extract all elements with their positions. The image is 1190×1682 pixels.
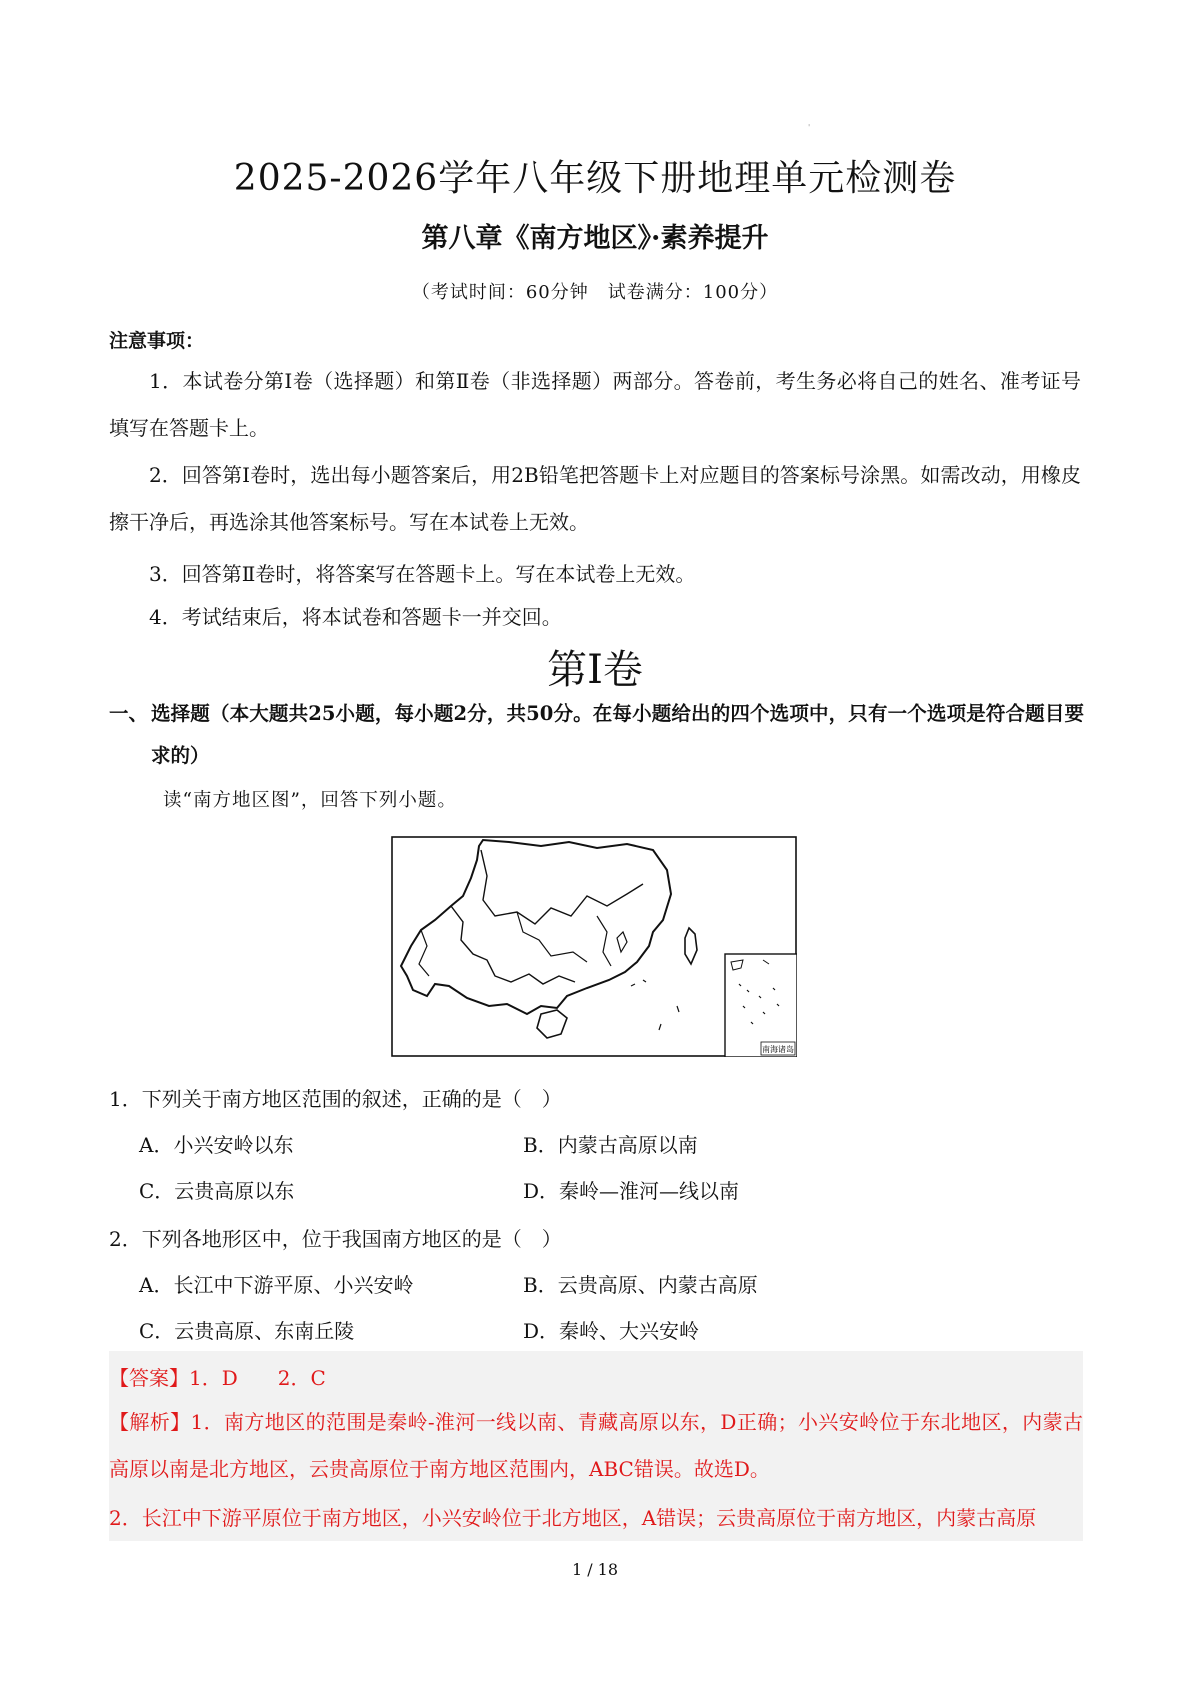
question-2-stem: 2．下列各地形区中，位于我国南方地区的是（ ） <box>109 1227 562 1251</box>
map-prompt: 读“南方地区图”，回答下列小题。 <box>163 790 457 811</box>
question-1-stem: 1．下列关于南方地区范围的叙述，正确的是（ ） <box>109 1087 562 1111</box>
notice-item-3: 3．回答第Ⅱ卷时，将答案写在答题卡上。写在本试卷上无效。 <box>149 562 696 586</box>
analysis-label: 【解析】 <box>109 1410 191 1434</box>
analysis-2: 2．长江中下游平原位于南方地区，小兴安岭位于北方地区，A错误；云贵高原位于南方地区，内蒙古高原 <box>109 1506 1037 1530</box>
question-2-option-a: A．长江中下游平原、小兴安岭 <box>139 1273 414 1297</box>
question-1-option-b: B．内蒙古高原以南 <box>523 1133 698 1157</box>
notice-item-2: 2．回答第Ⅰ卷时，选出每小题答案后，用2B铅笔把答题卡上对应题目的答案标号涂黑。如需改动，用橡皮擦干净后，再选涂其他答案标号。写在本试卷上无效。 <box>109 463 1081 534</box>
notice-item-4: 4．考试结束后，将本试卷和答题卡一并交回。 <box>149 605 562 629</box>
page-subtitle: 第八章《南方地区》·素养提升 <box>421 223 769 254</box>
question-2-option-d: D．秦岭、大兴安岭 <box>523 1319 700 1343</box>
choice-section-text: 选择题（本大题共25小题，每小题2分，共50分。在每小题给出的四个选项中，只有一个选项是符合题目要求的） <box>151 702 1084 767</box>
analysis-1 <box>109 1399 1083 1493</box>
southern-region-map <box>391 836 797 1057</box>
question-1-option-c: C．云贵高原以东 <box>139 1179 295 1203</box>
exam-info: （考试时间：60分钟 试卷满分：100分） <box>411 282 779 303</box>
answer-text: 1．D 2．C <box>189 1366 326 1390</box>
question-1-option-a: A．小兴安岭以东 <box>139 1133 294 1157</box>
question-2-option-c: C．云贵高原、东南丘陵 <box>139 1319 355 1343</box>
page-number: 1 / 18 <box>571 1560 619 1579</box>
choice-section-title <box>109 693 1084 777</box>
inset-label: 南海诸岛 <box>762 1045 794 1054</box>
notice-item-1: 1．本试卷分第Ⅰ卷（选择题）和第Ⅱ卷（非选择题）两部分。答卷前，考生务必将自己的姓名、准考证号填写在答题卡上。 <box>109 369 1081 440</box>
page-title: 2025-2026学年八年级下册地理单元检测卷 <box>233 158 957 199</box>
south-china-sea-inset <box>725 954 797 1057</box>
notice-title: 注意事项： <box>109 330 205 352</box>
question-2-option-b: B．云贵高原、内蒙古高原 <box>523 1273 758 1297</box>
corner-mark: ' <box>808 123 811 132</box>
section-heading: 第Ⅰ卷 <box>547 647 643 693</box>
question-1-option-d: D．秦岭—淮河—线以南 <box>523 1179 740 1203</box>
answer-line <box>109 1362 326 1391</box>
choice-section-number: 一、 <box>109 702 149 725</box>
answer-label: 【答案】 <box>109 1366 189 1390</box>
analysis-1-text: 1．南方地区的范围是秦岭-淮河一线以南、青藏高原以东，D正确；小兴安岭位于东北地区，内蒙古高原以南是北方地区，云贵高原位于南方地区范围内，ABC错误。故选D。 <box>109 1410 1083 1481</box>
